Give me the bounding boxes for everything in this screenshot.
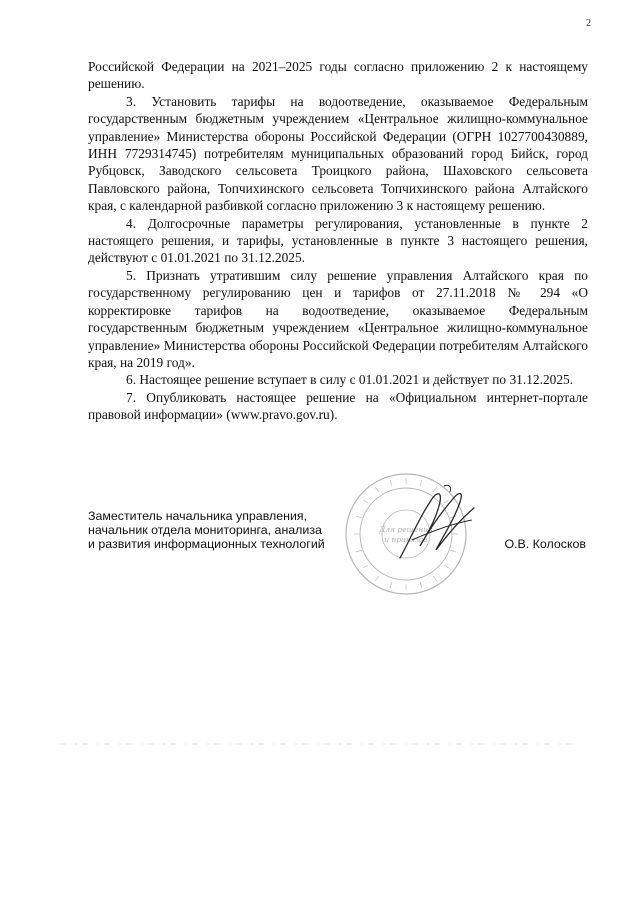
- paragraph-item-7: 7. Опубликовать настоящее решение на «Официальном интернет-портале правовой информации» (www.pravo.gov.ru).: [88, 389, 588, 423]
- svg-text:Для решений: Для решений: [379, 525, 433, 534]
- paragraph-item-6: 6. Настоящее решение вступает в силу с 01.01.2021 и действует по 31.12.2025.: [126, 372, 574, 388]
- signature-block: [88, 509, 588, 559]
- signer-name: О.В. Колосков: [504, 537, 586, 551]
- decision-text: [88, 58, 588, 424]
- paragraph-continuation: Российской Федерации на 2021–2025 годы согласно приложению 2 к настоящему решению.: [88, 59, 588, 92]
- paragraph-item-4: 4. Долгосрочные параметры регулирования, установленные в пункте 2 настоящего решения, и тарифы, установленные в пункте 3 настоящего решения, действуют с 01.01.2021 по 31.12.2025.: [88, 215, 588, 266]
- scan-artifact-line: [60, 742, 580, 746]
- svg-text:и приказов: и приказов: [384, 535, 428, 544]
- paragraph-item-5: 5. Признать утратившим силу решение управления Алтайского края по государственному регулированию цен и тарифов от 27.11.2018 № 294 «О корректировке тарифов на водоотведение, оказываемое Федеральным государственным бюджетным учреждением «Центральное жилищно-коммунальное управление» Министерства обороны Российской Федерации потребителям Алтайского края, на 2019 год».: [88, 267, 588, 370]
- paragraph-item-3: 3. Установить тарифы на водоотведение, оказываемое Федеральным государственным бюджетным учреждением «Центральное жилищно-коммунальное управление» Министерства обороны Российской Федерации (ОГРН 1027700430889, ИНН 7729314745) потребителям муниципальных образований город Бийск, город Рубцовск, Заводского сельсовета Троицкого района, Шаховского сельсовета Павловского района, Топчихинского сельсовета Топчихинского района Алтайского края, с календарной разбивкой согласно приложению 3 к настоящему решению.: [88, 93, 588, 214]
- signer-position-line-2: начальник отдела мониторинга, анализа: [88, 523, 322, 538]
- signer-position-line-3: и развития информационных технологий: [88, 537, 325, 552]
- page-number: 2: [586, 18, 591, 29]
- signer-position-line-1: Заместитель начальника управления,: [88, 509, 308, 523]
